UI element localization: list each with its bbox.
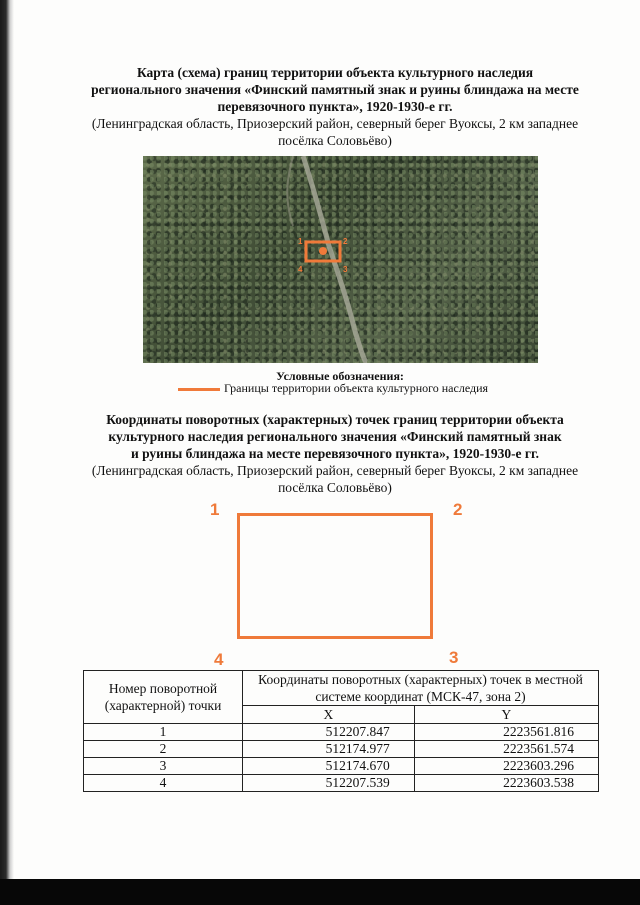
boundary-rectangle xyxy=(237,513,433,639)
title-line: и руины блиндажа на месте перевязочного пункта», 1920-1930-е гг. xyxy=(130,446,540,461)
point-label-3: 3 xyxy=(449,648,459,667)
title-line: перевязочного пункта», 1920-1930-е гг. xyxy=(217,99,453,114)
y-value: 2223561.574 xyxy=(414,741,598,758)
map-point-label: 1 xyxy=(298,237,303,246)
x-value: 512174.670 xyxy=(243,758,415,775)
map-point-label: 2 xyxy=(343,237,348,246)
title-line: культурного наследия регионального значения «Финский памятный знак xyxy=(108,429,562,444)
x-value: 512207.539 xyxy=(243,775,415,792)
site-marker xyxy=(319,247,327,255)
table-row xyxy=(84,741,599,758)
legend-title: Условные обозначения: xyxy=(276,369,404,383)
point-number: 2 xyxy=(84,741,243,758)
scan-edge xyxy=(0,0,14,905)
x-value: 512174.977 xyxy=(243,741,415,758)
map-title xyxy=(40,64,630,149)
y-value: 2223603.538 xyxy=(414,775,598,792)
y-value: 2223561.816 xyxy=(414,724,598,741)
coordinates-table xyxy=(83,670,599,792)
coords-title xyxy=(40,411,630,496)
legend-line-swatch xyxy=(178,388,220,391)
scan-bottom-edge xyxy=(0,879,640,905)
table-row xyxy=(84,758,599,775)
table-row xyxy=(84,724,599,741)
y-value: 2223603.296 xyxy=(414,758,598,775)
location-line: (Ленинградская область, Приозерский район, северный берег Вуоксы, 2 км западнее xyxy=(91,116,579,131)
col-coords-header: Координаты поворотных (характерных) точек в местной системе координат (МСК-47, зона 2) xyxy=(243,671,599,706)
point-label-4: 4 xyxy=(214,650,224,669)
title-line: Координаты поворотных (характерных) точек границ территории объекта xyxy=(106,412,564,427)
title-line: Карта (схема) границ территории объекта культурного наследия xyxy=(136,65,534,80)
legend-item: Границы территории объекта культурного наследия xyxy=(224,381,489,395)
satellite-map xyxy=(143,156,538,363)
point-number: 1 xyxy=(84,724,243,741)
y-header: Y xyxy=(414,706,598,724)
col-point-header: Номер поворотной (характерной) точки xyxy=(84,671,243,724)
location-line: посёлка Соловьёво) xyxy=(278,133,392,148)
point-label-2: 2 xyxy=(453,500,463,519)
map-overlay xyxy=(143,156,538,363)
map-point-label: 4 xyxy=(298,265,303,274)
x-value: 512207.847 xyxy=(243,724,415,741)
location-line: (Ленинградская область, Приозерский район, северный берег Вуоксы, 2 км западнее xyxy=(91,463,579,478)
boundary-diagram xyxy=(200,500,490,670)
title-line: регионального значения «Финский памятный знак и руины блиндажа на месте xyxy=(91,82,579,97)
point-number: 3 xyxy=(84,758,243,775)
table-row xyxy=(84,775,599,792)
map-point-label: 3 xyxy=(343,265,348,274)
x-header: X xyxy=(243,706,415,724)
point-number: 4 xyxy=(84,775,243,792)
track xyxy=(287,156,293,226)
point-label-1: 1 xyxy=(210,500,220,519)
location-line: посёлка Соловьёво) xyxy=(278,480,392,495)
table-header-row xyxy=(84,671,599,706)
